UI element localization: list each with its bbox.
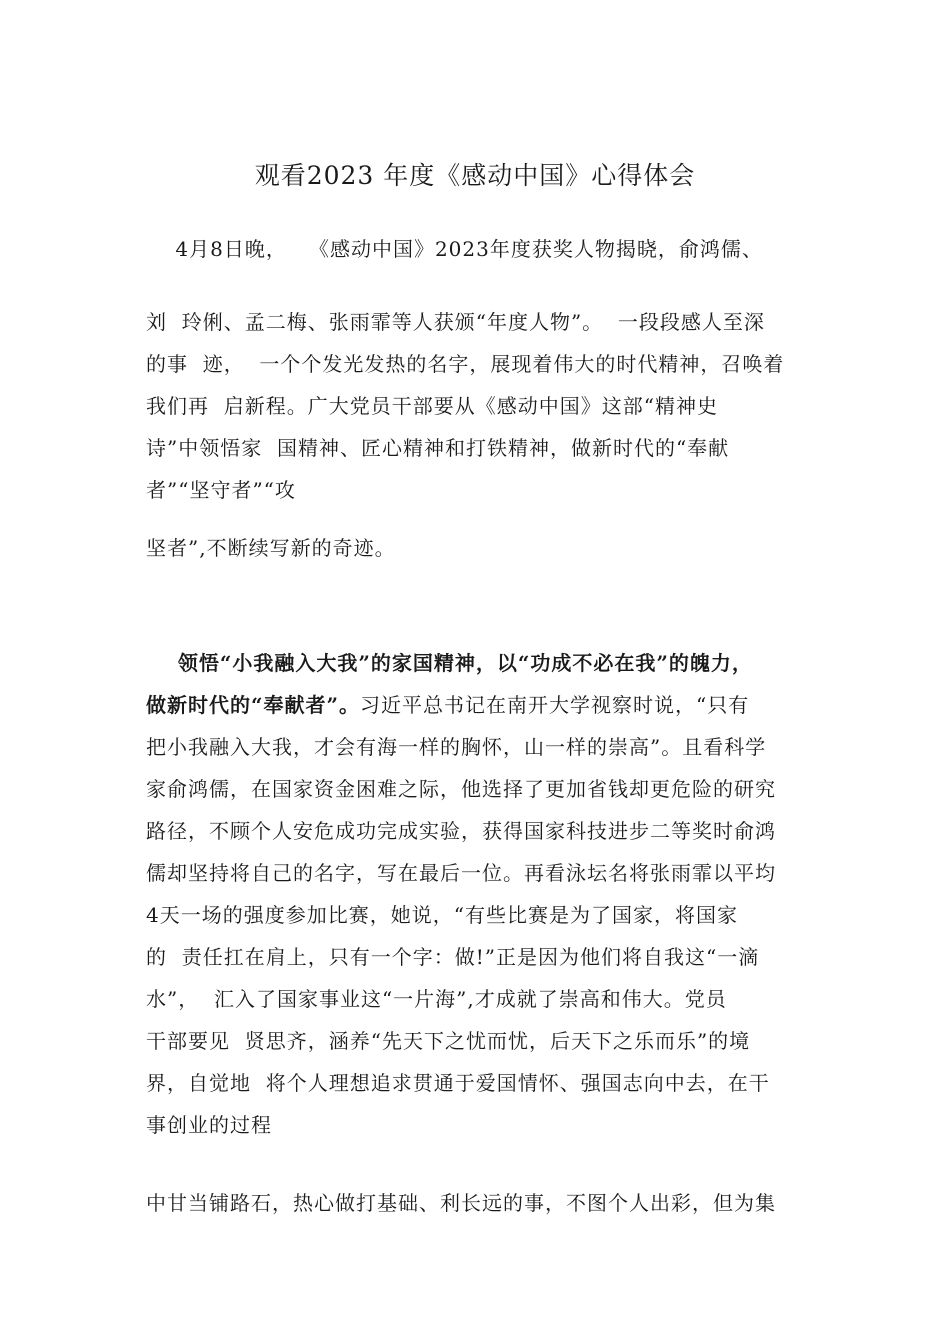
paragraph-line: 路径，不顾个人安危成功完成实验，获得国家科技进步二等奖时俞鸿 — [146, 819, 776, 843]
paragraph-line: 坚者”,不断续写新的奇迹。 — [146, 536, 396, 560]
paragraph-line: 水”， 汇入了国家事业这“一片海”,才成就了崇高和伟大。党员 — [146, 987, 727, 1011]
paragraph-line: 儒却坚持将自己的名字，写在最后一位。再看泳坛名将张雨霏以平均 — [146, 861, 776, 885]
paragraph-line: 刘 玲俐、孟二梅、张雨霏等人获颁“年度人物”。 一段段感人至深 — [146, 310, 765, 334]
paragraph-line: 我们再 启新程。广大党员干部要从《感动中国》这部“精神史 — [146, 394, 718, 418]
paragraph-line: 者”“坚守者”“攻 — [146, 478, 296, 502]
paragraph-line: 把小我融入大我，才会有海一样的胸怀，山一样的崇高”。且看科学 — [146, 735, 767, 759]
paragraph-text: 习近平总书记在南开大学视察时说，“只有 — [360, 693, 750, 717]
document-title: 观看2023 年度《感动中国》心得体会 — [254, 161, 696, 190]
paragraph-line — [146, 690, 749, 720]
paragraph-line: 干部要见 贤思齐，涵养“先天下之忧而忧，后天下之乐而乐”的境 — [146, 1029, 751, 1053]
paragraph-line: 界，自觉地 将个人理想追求贯通于爱国情怀、强国志向中去，在干 — [146, 1071, 770, 1095]
paragraph-line: 诗”中领悟家 国精神、匠心精神和打铁精神，做新时代的“奉献 — [146, 436, 730, 460]
paragraph-line: 的事 迹， 一个个发光发热的名字，展现着伟大的时代精神，召唤着 — [146, 352, 785, 376]
paragraph-line: 事创业的过程 — [146, 1113, 272, 1137]
paragraph-line: 的 责任扛在肩上，只有一个字：做!”正是因为他们将自我这“一滴 — [146, 945, 760, 969]
section-heading-tail: 做新时代的“奉献者”。 — [146, 693, 361, 717]
paragraph-line: 4天一场的强度参加比赛，她说，“有些比赛是为了国家，将国家 — [146, 903, 738, 927]
paragraph-line: 中甘当铺路石，热心做打基础、利长远的事，不图个人出彩，但为集 — [146, 1191, 776, 1215]
section-heading-line: 领悟“小我融入大我”的家国精神，以“功成不必在我”的魄力， — [146, 651, 753, 675]
paragraph-line: 4月8日晚， 《感动中国》2023年度获奖人物揭晓，俞鸿儒、 — [146, 237, 763, 261]
paragraph-line: 家俞鸿儒，在国家资金困难之际，他选择了更加省钱却更危险的研究 — [146, 777, 776, 801]
